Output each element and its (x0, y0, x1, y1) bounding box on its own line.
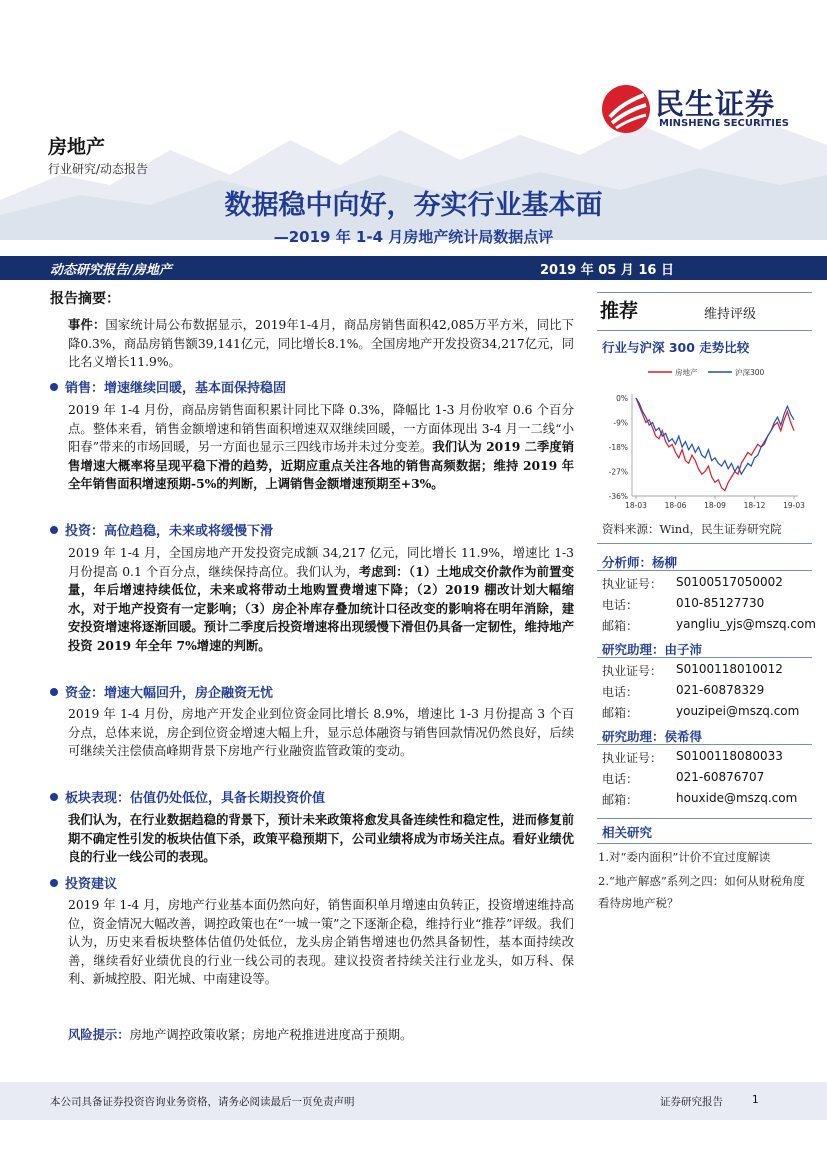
bullet-icon (50, 793, 58, 801)
bullet-icon (50, 383, 58, 391)
related-title: 相关研究 (602, 825, 653, 840)
divider (597, 818, 812, 819)
divider (597, 543, 812, 544)
section-head-advice: 投资建议 (50, 873, 117, 892)
cert-number: S0100118010012 (676, 662, 783, 676)
analyst-role: 分析师： (602, 555, 653, 570)
investment-paragraph: 2019 年 1-4 月，全国房地产开发投资完成额 34,217 亿元，同比增长 11.9%，增速比 1-3 月份提高 0.1 个百分点，继续保持高位。我们认为，考虑到：（1）土地成交价款作为前置变量，年后增速持续低位，未来或将带动土地购置费增速下降；（2）2019 棚改计划大幅缩水，对于地产投资有一定影响；（3）房企补库存叠加统计口径改变的影响将在明年消除，建安投资增速将逐渐回暖。预计二季度后投资增速将出现缓慢下滑但仍具备一定韧性，维持地产投资 2019 年全年 7%增速的判断。 (68, 546, 574, 653)
minsheng-logo-icon (600, 83, 652, 135)
analyst-role: 研究助理： (602, 642, 665, 657)
divider (597, 330, 812, 331)
cert-label: 执业证号： (602, 664, 663, 678)
x-tick-label: 19-03 (783, 501, 805, 510)
sector-title: 房地产 (48, 136, 106, 158)
legend-label: 房地产 (675, 368, 698, 377)
analyst-heading (602, 727, 702, 745)
divider (597, 657, 812, 658)
related-item[interactable]: 1.对“委内面积”计价不宜过度解读 (598, 850, 771, 864)
series-line (636, 398, 794, 491)
email-label: 邮箱： (602, 706, 639, 720)
section-head-sales: 销售：增速继续回暖，基本面保持稳固 (50, 377, 286, 396)
analyst-heading (602, 553, 677, 571)
footer-label: 证券研究报告 (660, 1096, 723, 1108)
email-link[interactable]: youzipei@mszq.com (676, 704, 800, 718)
advice-paragraph: 2019 年 1-4 月，房地产行业基本面仍然向好，销售面积单月增速由负转正，投资增速维持高位，资金情况大幅改善，调控政策也在“一城一策”之下逐渐企稳，维持行业“推荐”评级。我们认为，历史来看板块整体估值仍处低位，龙头房企销售增速也仍然具备韧性，基本面持续改善，继续看好业绩优良的行业一线公司的表现。建议投资者持续关注行业龙头，如万科、保利、新城控股、阳光城、中南建设等。 (68, 898, 574, 987)
brand-name-en: MINSHENG SECURITIES (659, 118, 789, 129)
analyst-heading (602, 640, 702, 658)
section-head-sector: 板块表现：估值仍处低位，具备长期投资价值 (50, 787, 325, 806)
divider (597, 292, 812, 293)
legend-label: 沪深300 (735, 368, 765, 377)
analyst-name: 杨柳 (652, 555, 678, 570)
report-date: 2019 年 05 月 16 日 (540, 263, 674, 278)
bullet-icon (50, 879, 58, 887)
email-link[interactable]: yangliu_yjs@mszq.com (676, 617, 816, 631)
sales-paragraph: 2019 年 1-4 月份，商品房销售面积累计同比下降 0.3%，降幅比 1-3 月份收窄 0.6 个百分点。整体来看，销售金额增速和销售面积增速双双继续回暖，一方面体现出 3-4 月一二线“小阳春”带来的市场回暖，另一方面也显示三四线市场并未过分变差。我们认为 2019 二季度销售增速大概率将呈现平稳下滑的趋势，近期应重点关注各地的销售高频数据；维持 2019 年全年销售面积增速预期-5%的判断，上调销售金额增速预期至+3%。 (68, 403, 574, 492)
report-title: 数据稳中向好，夯实行业基本面 (224, 190, 603, 221)
phone-number: 021-60878329 (676, 683, 765, 697)
report-subtitle: —2019 年 1-4 月房地产统计局数据点评 (273, 228, 554, 246)
bullet-icon (50, 526, 58, 534)
abstract-title: 报告摘要： (50, 291, 120, 307)
bullet-icon (50, 688, 58, 696)
phone-label: 电话： (602, 598, 639, 612)
risk-label: 风险提示： (68, 1027, 130, 1042)
funds-paragraph: 2019 年 1-4 月份，房地产开发企业到位资金同比增长 8.9%，增速比 1-3 月份提高 3 个百分点，总体来说，房企到位资金增速大幅上升，显示总体融资与销售回款情况仍然良好，后续可继续关注偿债高峰期背景下房地产行业融资监管政策的变动。 (68, 707, 574, 759)
event-label: 事件： (68, 317, 106, 332)
phone-number: 021-60876707 (676, 770, 765, 784)
y-tick-label: -9% (613, 418, 628, 428)
email-link[interactable]: houxide@mszq.com (676, 791, 798, 805)
event-paragraph (68, 316, 574, 372)
event-text: 国家统计局公布数据显示，2019年1-4月，商品房销售面积42,085万平方米，同比下降0.3%，商品房销售额39,141亿元，同比增长8.1%。全国房地产开发投资34,217亿元，同比名义增长11.9%。 (68, 318, 574, 370)
rating-note: 维持评级 (704, 307, 757, 322)
risk-text: 房地产调控政策收紧；房地产税推进进度高于预期。 (129, 1028, 413, 1042)
y-tick-label: -27% (608, 467, 628, 477)
page-number: 1 (752, 1094, 759, 1106)
cert-number: S0100118080033 (676, 749, 783, 763)
trend-chart (598, 358, 812, 518)
divider (597, 744, 812, 745)
brand-name: 民生证券 (655, 87, 776, 121)
divider (597, 843, 812, 844)
y-tick-label: -18% (608, 443, 628, 452)
chart-source: 资料来源：Wind，民生证券研究院 (602, 522, 782, 536)
analyst-role: 研究助理： (602, 729, 665, 744)
cert-label: 执业证号： (602, 751, 663, 765)
email-label: 邮箱： (602, 619, 639, 633)
analyst-name: 侯希得 (664, 729, 703, 744)
report-type: 动态研究报告/房地产 (50, 263, 172, 278)
x-tick-label: 18-12 (743, 501, 766, 510)
sector-subtitle: 行业研究/动态报告 (48, 162, 149, 176)
cert-number: S0100517050002 (676, 575, 783, 589)
phone-label: 电话： (602, 772, 639, 786)
related-item[interactable]: 2.“地产解惑”系列之四：如何从财税角度看待房地产税？ (598, 874, 805, 910)
section-head-investment: 投资：高位趋稳，未来或将缓慢下滑 (50, 520, 273, 539)
phone-label: 电话： (602, 685, 639, 699)
sector-paragraph: 我们认为，在行业数据趋稳的背景下，预计未来政策将愈发具备连续性和稳定性，进而修复前期不确定性引发的板块估值下杀，政策平稳预期下，公司业绩将成为市场关注点。看好业绩优良的行业一线公司的表现。 (68, 812, 574, 865)
x-tick-label: 18-06 (664, 501, 687, 510)
x-tick-label: 18-03 (625, 501, 647, 510)
y-tick-label: -36% (608, 492, 628, 501)
recommendation: 推荐 (600, 300, 639, 322)
email-label: 邮箱： (602, 793, 639, 807)
phone-number: 010-85127730 (676, 596, 765, 610)
risk-paragraph (68, 1026, 574, 1045)
chart-title: 行业与沪深 300 走势比较 (602, 340, 750, 355)
footer-disclaimer: 本公司具备证券投资咨询业务资格，请务必阅读最后一页免责声明 (50, 1096, 355, 1108)
x-tick-label: 18-09 (704, 501, 726, 510)
analyst-name: 由子沛 (664, 642, 703, 657)
cert-label: 执业证号： (602, 577, 663, 591)
y-tick-label: 0% (616, 394, 628, 403)
divider (597, 570, 812, 571)
section-head-funds: 资金：增速大幅回升，房企融资无忧 (50, 682, 273, 701)
